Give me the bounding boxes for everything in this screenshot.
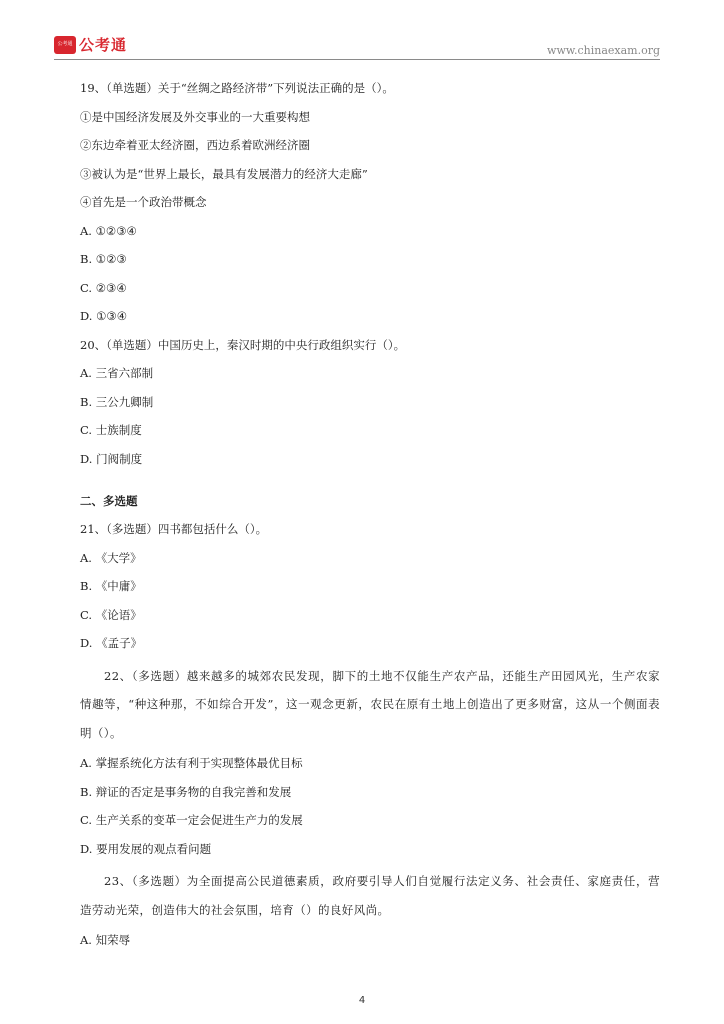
header-divider bbox=[54, 59, 660, 60]
question-20-option: A. 三省六部制 bbox=[80, 366, 154, 380]
logo-badge-icon: 公考通 bbox=[54, 36, 76, 54]
question-21-option: D. 《孟子》 bbox=[80, 636, 143, 650]
logo-text: 公考通 bbox=[79, 36, 128, 54]
question-23-title: 23、（多选题）为全面提高公民道德素质，政府要引导人们自觉履行法定义务、社会责任、家庭责任，营造劳动光荣，创造伟大的社会氛围，培育（）的良好风尚。 bbox=[80, 874, 660, 917]
section-heading: 二、多选题 bbox=[80, 493, 138, 508]
page-header bbox=[0, 0, 724, 62]
question-19-statement: ④首先是一个政治带概念 bbox=[80, 195, 207, 209]
question-19-statement: ②东边牵着亚太经济圈，西边系着欧洲经济圈 bbox=[80, 138, 310, 152]
question-19-statement: ①是中国经济发展及外交事业的一大重要构想 bbox=[80, 109, 310, 124]
question-23-option: A. 知荣辱 bbox=[80, 933, 131, 947]
question-19-option: C. ②③④ bbox=[80, 280, 127, 295]
question-19-statement: ③被认为是“世界上最长，最具有发展潜力的经济大走廊” bbox=[80, 166, 368, 181]
question-19-option: A. ①②③④ bbox=[80, 223, 137, 238]
logo bbox=[54, 34, 127, 55]
question-20-option: B. 三公九卿制 bbox=[80, 394, 154, 409]
question-20-title: 20、（单选题）中国历史上，秦汉时期的中央行政组织实行（）。 bbox=[80, 337, 406, 352]
question-19-option: B. ①②③ bbox=[80, 252, 127, 266]
page-number: 4 bbox=[358, 995, 366, 1006]
question-19-option: D. ①③④ bbox=[80, 309, 128, 323]
question-22-option: A. 掌握系统化方法有利于实现整体最优目标 bbox=[80, 756, 303, 770]
question-19-title: 19、（单选题）关于“丝绸之路经济带”下列说法正确的是（）。 bbox=[80, 81, 394, 95]
question-22-option: C. 生产关系的变革一定会促进生产力的发展 bbox=[80, 813, 303, 827]
question-22-option: D. 要用发展的观点看问题 bbox=[80, 841, 212, 856]
document-body bbox=[80, 78, 660, 959]
question-20-option: C. 士族制度 bbox=[80, 423, 142, 437]
question-21-option: B. 《中庸》 bbox=[80, 579, 142, 593]
question-22-option: B. 辩证的否定是事务物的自我完善和发展 bbox=[80, 784, 292, 799]
question-21-option: A. 《大学》 bbox=[80, 550, 142, 565]
question-22-title: 22、（多选题）越来越多的城郊农民发现，脚下的土地不仅能生产农产品，还能生产田园风光，生产农家情趣等，“种这种那，不如综合开发”，这一观念更新，农民在原有土地上创造出了更多财富，这从一个侧面表明（）。 bbox=[80, 668, 660, 740]
question-21-option: C. 《论语》 bbox=[80, 607, 142, 622]
question-21-title: 21、（多选题）四书都包括什么（）。 bbox=[80, 522, 268, 536]
site-url: www.chinaexam.org bbox=[547, 44, 660, 57]
question-20-option: D. 门阀制度 bbox=[80, 451, 143, 466]
